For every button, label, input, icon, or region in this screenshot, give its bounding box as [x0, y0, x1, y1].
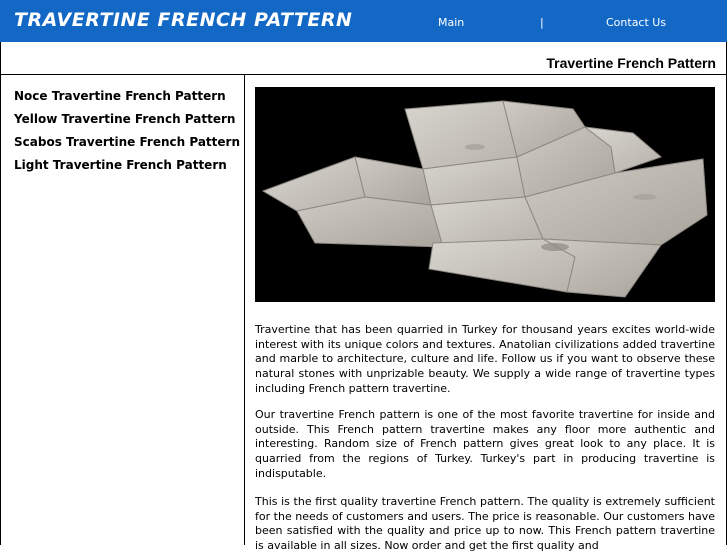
travertine-tiles-image	[255, 87, 715, 302]
sidebar-item-scabos[interactable]: Scabos Travertine French Pattern	[14, 135, 240, 149]
nav-contact-link[interactable]: Contact Us	[606, 16, 667, 29]
nav-main-link[interactable]: Main	[438, 16, 465, 29]
sidebar-item-light[interactable]: Light Travertine French Pattern	[14, 158, 227, 172]
page-title: Travertine French Pattern	[546, 55, 716, 71]
quality-paragraph: This is the first quality travertine French pattern. The quality is extremely sufficient for the needs of customers and users. The price is reasonable. Our customers have been satisfied with the quality and price up to now. This French pattern travertine is available in all sizes. Now order and get the first quality and	[255, 495, 715, 553]
site-logo[interactable]: TRAVERTINE FRENCH PATTERN	[14, 9, 353, 31]
sidebar	[0, 75, 245, 545]
site-header	[0, 0, 727, 43]
nav-separator: |	[540, 16, 544, 29]
main-content	[245, 75, 727, 553]
title-bar	[0, 42, 727, 75]
usage-paragraph: Our travertine French pattern is one of the most favorite travertine for inside and outside. This French pattern travertine makes any floor more authentic and interesting. Random size of French pattern gives great look to any place. It is quarried from the regions of Turkey. Turkey's part in producing travertine is indisputable.	[255, 408, 715, 480]
product-photo	[255, 87, 715, 302]
sidebar-item-noce[interactable]: Noce Travertine French Pattern	[14, 89, 226, 103]
sidebar-item-yellow[interactable]: Yellow Travertine French Pattern	[14, 112, 236, 126]
intro-paragraph: Travertine that has been quarried in Turkey for thousand years excites world-wide interest with its unique colors and textures. Anatolian civilizations added travertine and marble to architecture, culture and life. Follow us if you want to observe these natural stones with unprizable beauty. We supply a wide range of travertine types including French pattern travertine.	[255, 323, 715, 395]
